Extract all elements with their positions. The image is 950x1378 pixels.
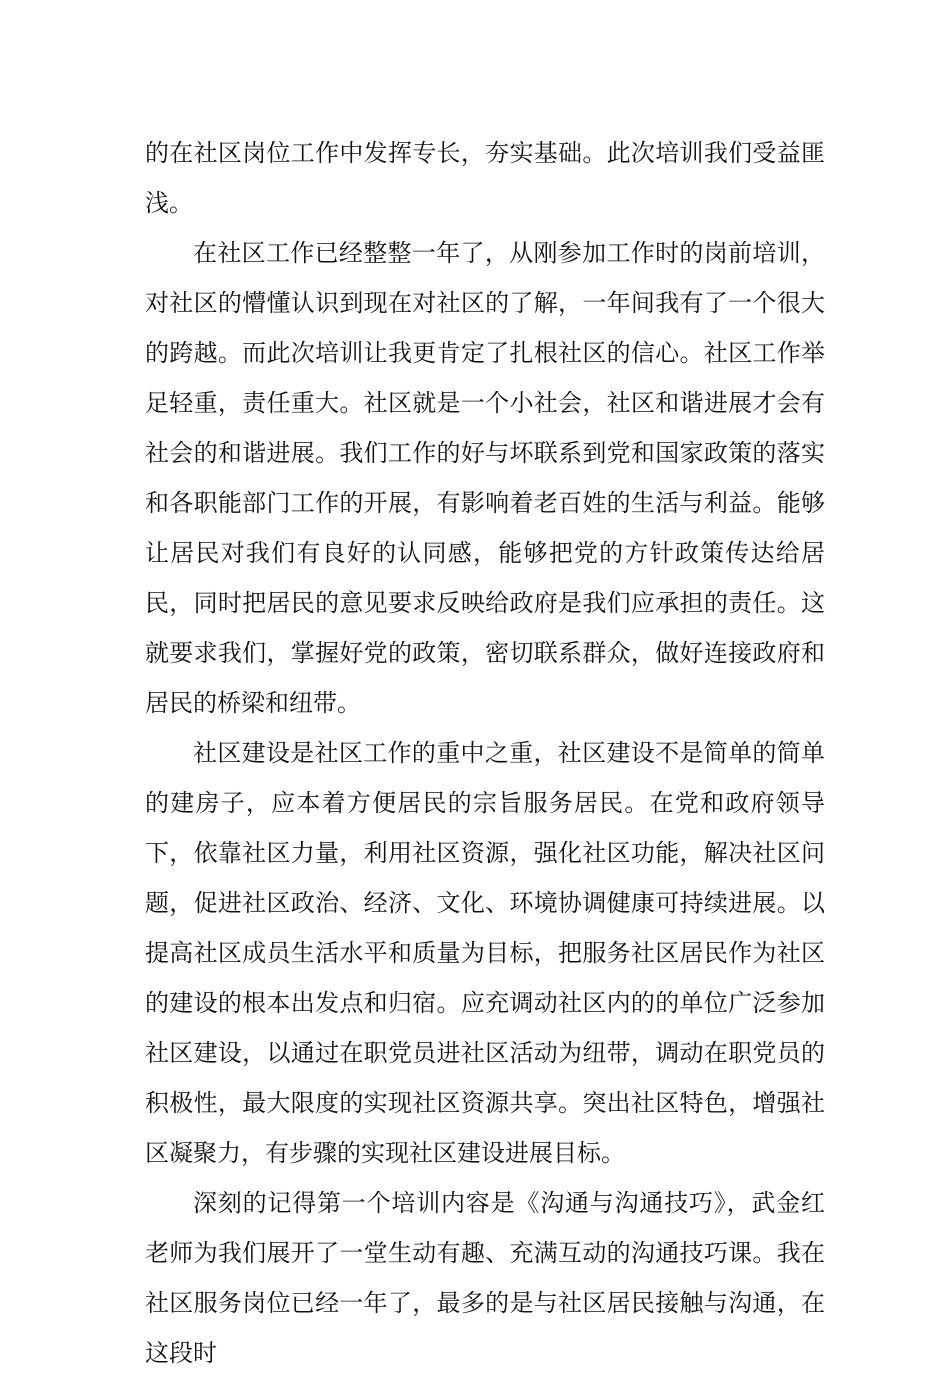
paragraph: 社区建设是社区工作的重中之重，社区建设不是简单的简单的建房子，应本着方便居民的宗旨服务居民。在党和政府领导下，依靠社区力量，利用社区资源，强化社区功能，解决社区问题，促进社区政治、经济、文化、环境协调健康可持续进展。以提高社区成员生活水平和质量为目标，把服务社区居民作为社区的建设的根本出发点和归宿。应充调动社区内的的单位广泛参加社区建设，以通过在职党员进社区活动为纽带，调动在职党员的积极性，最大限度的实现社区资源共享。突出社区特色，增强社区凝聚力，有步骤的实现社区建设进展目标。 — [145, 739, 825, 1167]
document-body — [145, 128, 825, 1378]
paragraph: 在社区工作已经整整一年了，从刚参加工作时的岗前培训，对社区的懵懂认识到现在对社区的了解，一年间我有了一个很大的跨越。而此次培训让我更肯定了扎根社区的信心。社区工作举足轻重，责任重大。社区就是一个小社会，社区和谐进展才会有社会的和谐进展。我们工作的好与坏联系到党和国家政策的落实和各职能部门工作的开展，有影响着老百姓的生活与利益。能够让居民对我们有良好的认同感，能够把党的方针政策传达给居民，同时把居民的意见要求反映给政府是我们应承担的责任。这就要求我们，掌握好党的政策，密切联系群众，做好连接政府和居民的桥梁和纽带。 — [145, 239, 825, 717]
paragraph: 深刻的记得第一个培训内容是《沟通与沟通技巧》，武金红老师为我们展开了一堂生动有趣、充满互动的沟通技巧课。我在社区服务岗位已经一年了，最多的是与社区居民接触与沟通，在这段时 — [145, 1189, 825, 1367]
paragraph-continuation: 的在社区岗位工作中发挥专长，夯实基础。此次培训我们受益匪浅。 — [145, 139, 825, 217]
